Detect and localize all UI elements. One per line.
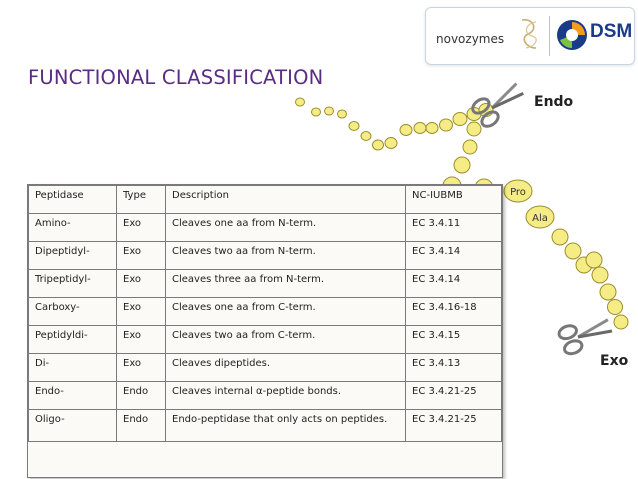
amino-acid-bead	[614, 315, 628, 329]
table-cell: Amino-	[29, 214, 117, 242]
amino-acid-bead	[312, 108, 321, 116]
pro-bead	[504, 180, 532, 202]
novozymes-logo-icon	[516, 16, 544, 52]
amino-acid-bead	[453, 113, 467, 126]
amino-acid-bead	[426, 123, 438, 134]
amino-acid-bead	[296, 98, 305, 106]
ala-bead	[526, 206, 554, 228]
table-cell: Dipeptidyl-	[29, 242, 117, 270]
table-cell: Endo	[117, 382, 166, 410]
amino-acid-bead	[349, 122, 359, 131]
ala-label: Ala	[532, 213, 548, 224]
table-cell: Cleaves two aa from C-term.	[166, 326, 406, 354]
table-cell: EC 3.4.16-18	[406, 298, 502, 326]
table-cell: Cleaves one aa from N-term.	[166, 214, 406, 242]
amino-acid-bead	[325, 107, 334, 115]
exo-label: Exo	[600, 353, 629, 369]
amino-acid-bead	[552, 229, 568, 245]
table-cell: Peptidyldi-	[29, 326, 117, 354]
amino-acid-bead	[440, 119, 453, 131]
amino-acid-bead	[600, 284, 616, 300]
amino-acid-bead	[385, 138, 397, 149]
logo-panel	[425, 7, 635, 65]
table-header-row	[29, 186, 502, 214]
table-cell: Exo	[117, 354, 166, 382]
peptidase-table-panel	[27, 184, 503, 478]
amino-acid-bead	[586, 252, 602, 268]
table-cell: EC 3.4.14	[406, 242, 502, 270]
amino-acid-bead	[467, 122, 481, 136]
table-row	[29, 410, 502, 442]
amino-acid-bead	[565, 243, 581, 259]
amino-acid-bead	[373, 140, 384, 150]
table-row	[29, 214, 502, 242]
table-cell: Oligo-	[29, 410, 117, 442]
table-cell: EC 3.4.14	[406, 270, 502, 298]
dsm-logo-text: DSM	[590, 21, 633, 42]
endo-scissors-icon	[470, 77, 528, 129]
table-cell: EC 3.4.21-25	[406, 382, 502, 410]
table-row	[29, 270, 502, 298]
table-row	[29, 298, 502, 326]
amino-acid-bead	[361, 132, 371, 141]
table-row	[29, 354, 502, 382]
table-cell: Exo	[117, 214, 166, 242]
header-cell: Description	[166, 186, 406, 214]
table-row	[29, 242, 502, 270]
peptidase-table	[28, 185, 502, 442]
table-cell: Endo	[117, 410, 166, 442]
header-cell: Peptidase	[29, 186, 117, 214]
header-cell: Type	[117, 186, 166, 214]
amino-acid-bead	[454, 157, 470, 173]
dsm-logo-icon	[556, 18, 588, 52]
amino-acid-bead	[414, 123, 426, 134]
table-cell: Cleaves one aa from C-term.	[166, 298, 406, 326]
table-row	[29, 326, 502, 354]
amino-acid-bead	[338, 110, 347, 118]
amino-acid-bead	[400, 125, 412, 136]
table-cell: Exo	[117, 326, 166, 354]
table-cell: Exo	[117, 270, 166, 298]
header-cell: NC-IUBMB	[406, 186, 502, 214]
novozymes-logo-text: novozymes	[436, 32, 505, 46]
pro-label: Pro	[510, 187, 526, 198]
endo-label: Endo	[534, 94, 574, 110]
table-cell: Endo-peptidase that only acts on peptides.	[166, 410, 406, 442]
logo-divider	[549, 16, 550, 56]
table-cell: Exo	[117, 298, 166, 326]
table-cell: Cleaves internal α-peptide bonds.	[166, 382, 406, 410]
table-cell: Carboxy-	[29, 298, 117, 326]
table-cell: EC 3.4.11	[406, 214, 502, 242]
amino-acid-bead	[592, 267, 608, 283]
table-cell: Cleaves three aa from N-term.	[166, 270, 406, 298]
table-row	[29, 382, 502, 410]
amino-acid-bead	[608, 300, 623, 315]
table-cell: Cleaves two aa from N-term.	[166, 242, 406, 270]
amino-acid-bead	[463, 140, 477, 154]
table-cell: EC 3.4.13	[406, 354, 502, 382]
table-cell: Endo-	[29, 382, 117, 410]
table-cell: EC 3.4.21-25	[406, 410, 502, 442]
page-title: FUNCTIONAL CLASSIFICATION	[28, 66, 324, 89]
table-cell: Tripeptidyl-	[29, 270, 117, 298]
table-cell: Exo	[117, 242, 166, 270]
exo-scissors-icon	[557, 312, 615, 356]
table-cell: Di-	[29, 354, 117, 382]
table-cell: EC 3.4.15	[406, 326, 502, 354]
table-cell: Cleaves dipeptides.	[166, 354, 406, 382]
